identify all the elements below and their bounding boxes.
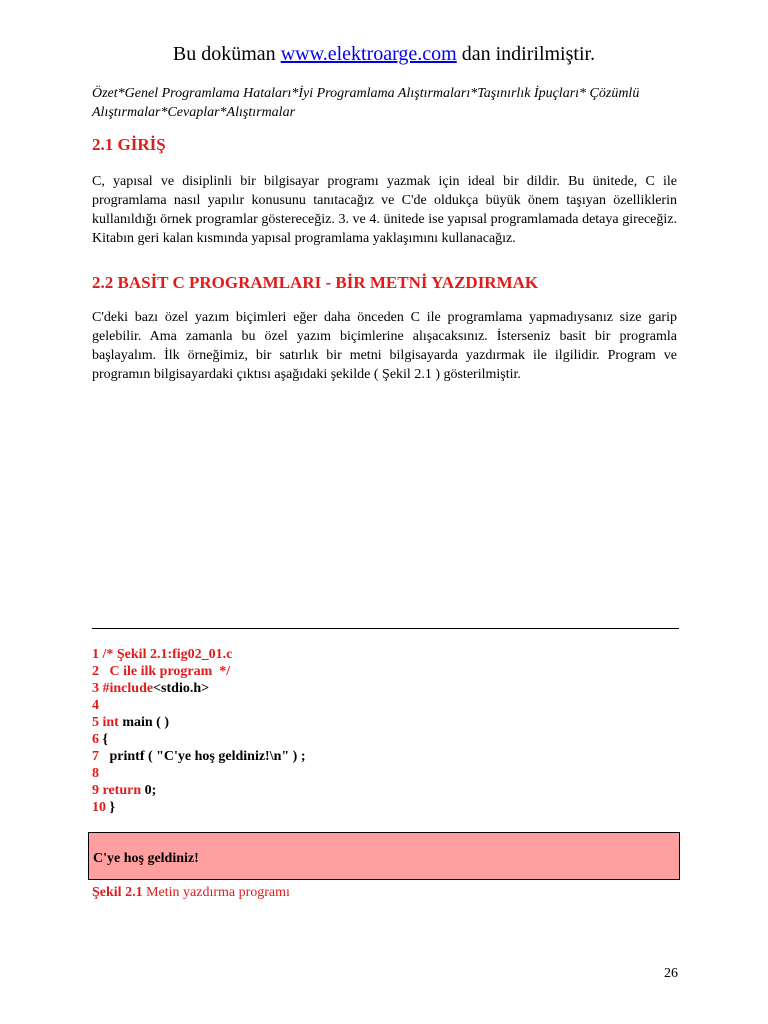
page-number: 26 [664, 966, 678, 981]
line-number: 9 [92, 783, 99, 798]
line-number: 7 [92, 749, 99, 764]
code-line [92, 782, 672, 799]
code-line [92, 663, 672, 680]
line-number: 8 [92, 766, 99, 781]
website-link[interactable]: www.elektroarge.com [280, 43, 457, 65]
line-number: 5 [92, 715, 99, 730]
code-text: printf ( "C'ye hoş geldiniz!\n" ) ; [99, 749, 306, 764]
section-heading-basit-c: 2.2 BASİT C PROGRAMLARI - BİR METNİ YAZDIRMAK [92, 273, 539, 292]
code-text: } [106, 800, 116, 815]
code-text: main ( ) [118, 715, 170, 730]
line-number: 1 [92, 647, 99, 662]
line-number: 6 [92, 732, 99, 747]
header-suffix: dan indirilmiştir. [456, 43, 596, 65]
code-text: <stdio.h> [153, 681, 210, 696]
code-text: { [99, 732, 109, 747]
line-number: 4 [92, 698, 99, 713]
section-paragraph-giris: C, yapısal ve disiplinli bir bilgisayar programı yazmak için ideal bir dildir. Bu ünitede, C ile programlama nasıl yapılır konusunu tanıtacağız ve C'de oldukça büyük önem taşıyan özelliklerin kullanıldığı örnek programlar göstereceğiz. 3. ve 4. ünitede ise yapısal programlamada detaya gireceğiz. Kitabın geri kalan kısmında yapısal programlama yaklaşımını kullanacağız. [92, 174, 677, 246]
section-heading-giris: 2.1 GİRİŞ [92, 135, 166, 154]
code-line [92, 799, 672, 816]
code-text: 0; [141, 783, 157, 798]
code-keyword: /* Şekil 2.1:fig02_01.c [99, 647, 233, 662]
program-output-text: C'ye hoş geldiniz! [93, 851, 199, 866]
code-line [92, 697, 672, 714]
line-number: 2 [92, 664, 99, 679]
code-keyword: return [99, 783, 142, 798]
code-line [92, 646, 672, 663]
section-paragraph-basit-c: C'deki bazı özel yazım biçimleri eğer daha önceden C ile programlama yapmadıysanız size garip gelebilir. Ama zamanla bu özel yazım biçimlerine alışacaksınız. İsterseniz basit bir programla başlayalım. İlk örneğimiz, bir satırlık bir metni bilgisayarda yazdırmak ile ilgilidir. Program ve programın bilgisayardaki çıktısı aşağıdaki şekilde ( Şekil 2.1 ) gösterilmiştir. [92, 310, 677, 382]
code-line [92, 680, 672, 697]
figure-caption-text: Metin yazdırma programı [142, 885, 290, 900]
chapter-summary: Özet*Genel Programlama Hataları*İyi Programlama Alıştırmaları*Taşınırlık İpuçları* Çözümlü Alıştırmalar*Cevaplar*Alıştırmalar [92, 86, 640, 120]
horizontal-divider [92, 628, 679, 629]
download-source-header [0, 40, 768, 68]
code-keyword: C ile ilk program */ [99, 664, 231, 679]
figure-caption [92, 884, 290, 902]
figure-label: Şekil 2.1 [92, 885, 143, 900]
program-output-box [88, 832, 680, 880]
code-line [92, 731, 672, 748]
code-keyword: #include [99, 681, 154, 696]
code-keyword: int [99, 715, 119, 730]
line-number: 3 [92, 681, 99, 696]
header-prefix: Bu doküman [172, 43, 281, 65]
code-line [92, 748, 672, 765]
code-listing [92, 646, 672, 816]
line-number: 10 [92, 800, 106, 815]
code-line [92, 765, 672, 782]
code-line [92, 714, 672, 731]
